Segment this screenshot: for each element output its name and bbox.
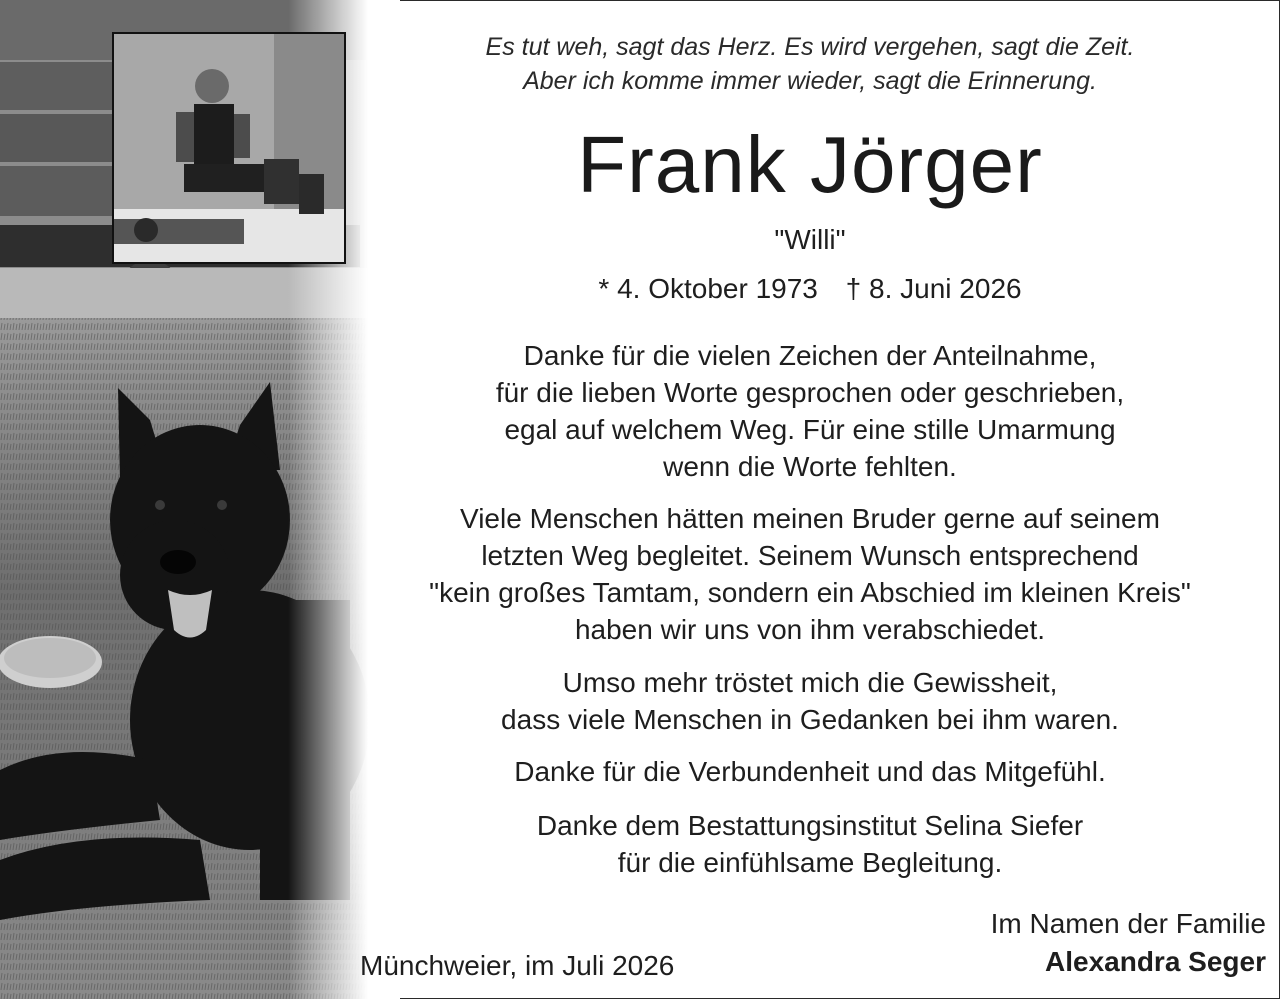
thanks-paragraph <box>340 337 1280 485</box>
paragraph-line: letzten Weg begleitet. Seinem Wunsch entsprechend <box>481 540 1139 571</box>
paragraph-line: Danke für die Verbundenheit und das Mitgefühl. <box>514 756 1106 787</box>
paragraph-line: egal auf welchem Weg. Für eine stille Umarmung <box>504 414 1116 445</box>
motto-quote <box>340 30 1280 98</box>
deceased-nickname: "Willi" <box>774 224 846 255</box>
life-dates <box>340 270 1280 308</box>
signer-name: Alexandra Seger <box>1045 946 1266 977</box>
funeral-home-paragraph <box>340 807 1280 881</box>
portrait-photo <box>112 32 346 264</box>
place-date: Münchweier, im Juli 2026 <box>360 950 675 981</box>
paragraph-line: wenn die Worte fehlten. <box>663 451 957 482</box>
paragraph-line: Danke für die vielen Zeichen der Anteilnahme, <box>523 340 1097 371</box>
motto-line: Es tut weh, sagt das Herz. Es wird vergehen, sagt die Zeit. <box>485 33 1135 61</box>
notice-text <box>340 0 1280 999</box>
paragraph-line: Viele Menschen hätten meinen Bruder gerne auf seinem <box>460 503 1160 534</box>
paragraph-line: dass viele Menschen in Gedanken bei ihm waren. <box>501 704 1119 735</box>
comfort-paragraph <box>340 664 1280 738</box>
paragraph-line: haben wir uns von ihm verabschiedet. <box>574 614 1046 645</box>
birth-date: * 4. Oktober 1973 <box>598 273 818 304</box>
motto-line: Aber ich komme immer wieder, sagt die Erinnerung. <box>523 67 1097 95</box>
farewell-paragraph <box>340 500 1280 648</box>
death-date: † 8. Juni 2026 <box>845 273 1022 304</box>
paragraph-line: "kein großes Tamtam, sondern ein Abschied im kleinen Kreis" <box>429 577 1191 608</box>
on-behalf-line: Im Namen der Familie <box>990 908 1266 939</box>
paragraph-line: Umso mehr tröstet mich die Gewissheit, <box>562 667 1058 698</box>
solidarity-paragraph <box>340 753 1280 790</box>
deceased-name: Frank Jörger <box>577 120 1043 209</box>
signature-block <box>991 905 1266 981</box>
paragraph-line: für die lieben Worte gesprochen oder geschrieben, <box>495 377 1125 408</box>
paragraph-line: Danke dem Bestattungsinstitut Selina Siefer <box>536 810 1084 841</box>
paragraph-line: für die einfühlsame Begleitung. <box>617 847 1003 878</box>
